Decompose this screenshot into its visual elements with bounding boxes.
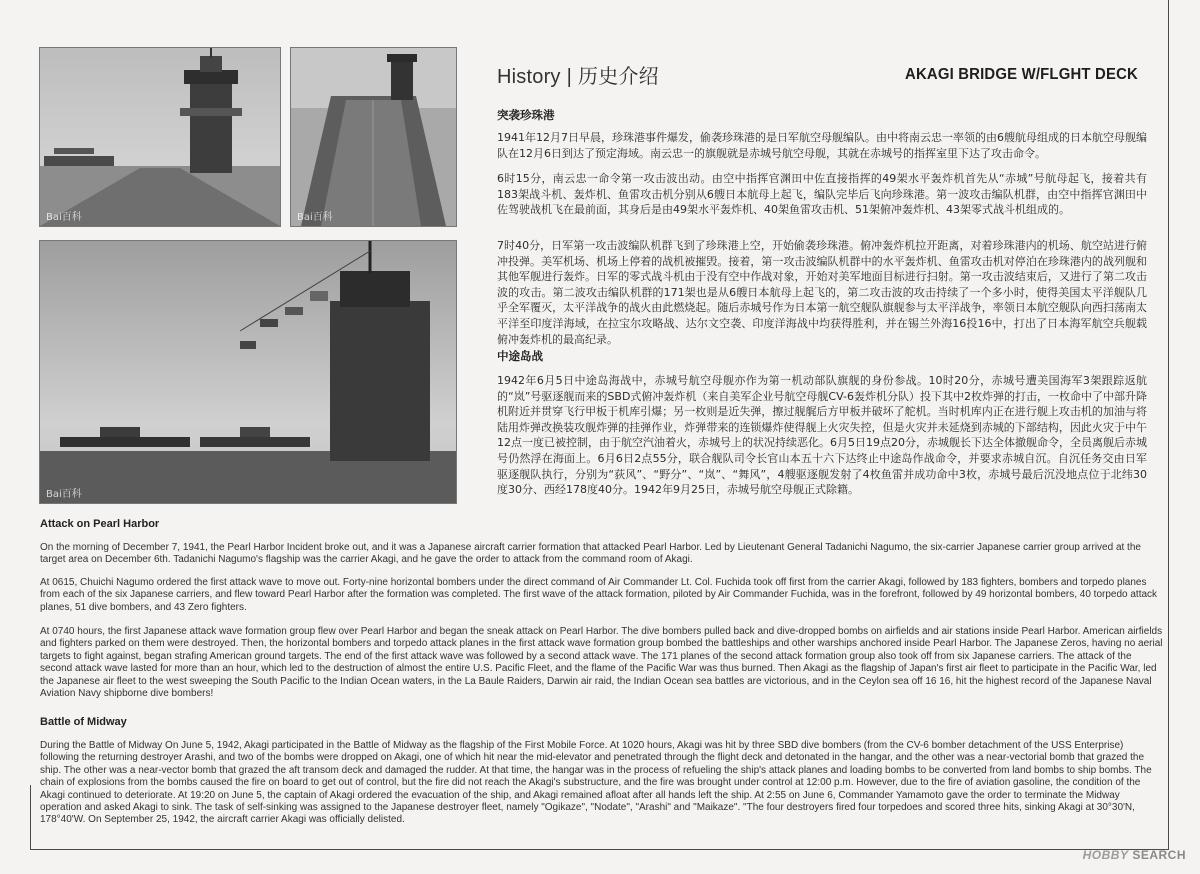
- flight-deck-image: [291, 48, 456, 226]
- photo-flight-deck: [290, 47, 457, 227]
- model-title: AKAGI BRIDGE W/FLGHT DECK: [905, 66, 1138, 83]
- zh-paragraph-3: 7时40分，日军第一攻击波编队机群飞到了珍珠港上空，开始偷袭珍珠港。俯冲轰炸机拉开距离，对着珍珠港内的机场、航空站进行俯冲投弹。美军机场、机场上停着的战机被摧毁。接着，第一攻击波编队机群中的水平轰炸机、鱼雷攻击机对停泊在珍珠港内的战列舰和其他军舰进行轰炸。日军的零式战斗机由于没有空中作战对象，开始对美军地面目标进行扫射。第一攻击波结束后，又进行了第二攻击波的攻击。第二波攻击编队机群的171架也是从6艘日本航母上起飞的，第二攻击波的攻击持续了一个多小时，使得美国太平洋舰队几乎全军覆灭，太平洋战争的战火由此燃烧起。随后赤城号作为日本第一航空舰队旗舰参与太平洋战争，率领日本航空舰队向西扫荡南太平洋至印度洋海域，在拉宝尔攻略战、达尔文空袭、印度洋海战中均获得胜利，并在锡兰外海16投16中，打出了日本海军航空兵舰载俯冲轰炸机的最高纪录。: [497, 239, 1147, 346]
- en-paragraph-1: On the morning of December 7, 1941, the Pearl Harbor Incident broke out, and it was a Japanese aircraft carrier formation that attacked Pearl Harbor. Led by Lieutenant General Tadanichi Nagumo, the six-carrier Japanese carrier group arrived at the target area on December 6th. Tadanichi Nagumo's flagship was the carrier Akagi, and he gave the order to attack from the command room of Akagi.: [40, 542, 1141, 566]
- zh-pearl-harbor-heading: 突袭珍珠港: [497, 108, 555, 122]
- en-pearl-harbor-heading: Attack on Pearl Harbor: [40, 518, 160, 530]
- hobbysearch-text: SEARCH: [1132, 848, 1186, 862]
- photo-deck-flags: [39, 240, 457, 504]
- frame-right: [1168, 16, 1169, 849]
- history-heading-zh: 历史介绍: [578, 66, 659, 88]
- frame-bottom: [30, 849, 1169, 850]
- en-paragraph-3: At 0740 hours, the first Japanese attack wave formation group flew over Pearl Harbor and began the sneak attack on Pearl Harbor. The dive bombers pulled back and dive-dropped bombs on airfields and air stations inside Pearl Harbor. American airfields and fighters parked on them were destroyed. Then, the horizontal bombers and torpedo attack planes in the first attack wave formation group bombed the battleships and other warships anchored inside Pearl Harbor. The Japanese Zeros, having no aerial targets to fight against, began strafing American ground targets. The end of the first attack wave was followed by a second attack wave. The 171 planes of the second attack formation group also took off from six Japanese carriers. The attack of the second attack wave lasted for more than an hour, which led to the destruction of almost the entire U.S. Pacific Fleet, and the flame of the Pacific War was thus burned. Then Akagi as the flagship of Japan's first air fleet to participate in the Pacific War, led the Japanese air fleet to the west sweeping the South Pacific to the Indian Ocean waters, in the La Baule Raiders, Darwin air raid, the Indian Ocean sea battles are victorious, and in the Ceylon sea off 16 16, hit the highest record of the Japanese Naval Aviation Navy shipborne dive bombers!: [40, 626, 1163, 700]
- zh-midway-heading: 中途岛战: [497, 349, 543, 363]
- history-heading-en: History: [497, 66, 561, 88]
- hobbysearch-logo: HOBBY: [1082, 848, 1129, 862]
- zh-paragraph-4: 1942年6月5日中途岛海战中，赤城号航空母舰亦作为第一机动部队旗舰的身份参战。10时20分，赤城号遭美国海军3架跟踪返航的“岚”号驱逐舰而来的SBD式俯冲轰炸机（来自美军企业号航空母舰CV-6轰炸机分队）投下其中2枚炸弹的打击，一枚命中了中部升降机附近并贯穿飞行甲板于机库引爆；另一枚则是近失弹，擦过舰艉后方甲板并破坏了舵机。当时机库内正在进行舰上攻击机的加油与将陆用炸弹改换装攻舰炸弹的挂弹作业，炸弹带来的连锁爆炸使得舰上火灾失控，但是火灾并未延烧到赤城的下部结构，因此火灾于中午12点一度已被控制，由于航空汽油着火，赤城号上的状况持续恶化。6月5日19点20分，赤城舰长下达全体撤舰命令，全员离舰后赤城号仍然浮在海面上。6月6日2点55分，联合舰队司令长官山本五十六下达终止中途岛作战命令，并要求赤城自沉。自沉任务交由日军驱逐舰队执行，分别为“荻风”、“野分”、“岚”、“舞风”，4艘驱逐舰发射了4枚鱼雷并成功命中3枚，赤城号最后沉没地点位于北纬30度30分、西经178度40分。1942年9月25日，赤城号航空母舰正式除籍。: [497, 374, 1147, 497]
- hobbysearch-watermark: [1083, 848, 1186, 862]
- en-paragraph-2: At 0615, Chuichi Nagumo ordered the first attack wave to move out. Forty-nine horizontal bombers under the direct command of Air Commander Lt. Col. Fuchida took off first from the carrier Akagi, followed by 183 fighters, bombers and torpedo planes from each of the six Japanese carriers, and flew toward Pearl Harbor after the formation was completed. The first wave of the attack formation, piloted by Air Commander Fuchida, was in the forefront, followed by 49 horizontal bombers, 40 torpedo attack planes, 51 dive bombers, and 43 Zero fighters.: [40, 577, 1158, 613]
- photo-watermark: Bai百科: [297, 212, 333, 223]
- zh-paragraph-1: 1941年12月7日早晨，珍珠港事件爆发，偷袭珍珠港的是日军航空母舰编队。由中将南云忠一率领的由6艘航母组成的日本航空母舰编队在12月6日到达了预定海域。南云忠一的旗舰就是赤城号航空母舰，其就在赤城号的指挥室里下达了攻击命令。: [497, 131, 1147, 160]
- island-bridge-image: [40, 48, 280, 226]
- en-midway-heading: Battle of Midway: [40, 716, 127, 728]
- en-paragraph-4: During the Battle of Midway On June 5, 1942, Akagi participated in the Battle of Midway as the flagship of the First Mobile Force. At 1020 hours, Akagi was hit by three SBD dive bombers (from the CV-6 bomber detachment of the USS Enterprise) following the returning destroyer Arashi, and two of the bombs were dropped on Akagi, one of which hit near the mid-elevator and penetrated through the flight deck and detonated in the hangar, and the other was a near-vectorial bomb that grazed the ship. The other was a near-vector bomb that grazed the aft transom deck and damaged the rudder. At that time, the hangar was in the process of refueling the ship's attack planes and loading bombs to be converted from land bombs to ship bombs. The chain of explosions from the bombs caused the fire on board to get out of control, but the fire did not reach the Akagi's substructure, and the fire was brought under control at 12:00 p.m. However, due to the fire of aviation gasoline, the condition of the Akagi continued to deteriorate. At 19:20 on June 5, the captain of Akagi ordered the evacuation of the ship, and Akagi remained afloat after all hands left the ship. At 2:55 on June 6, Commander Yamamoto gave the order to terminate the Midway operation and asked Akagi to sink. The task of self-sinking was assigned to the Japanese destroyer fleet, namely "Ogikaze", "Nodate", "Arashi" and "Maikaze". "The four destroyers fired four torpedoes and scored three hits, sinking Akagi at 30°30'N, 178°40'W. On September 25, 1942, the aircraft carrier Akagi was officially delisted.: [40, 740, 1152, 826]
- history-heading-separator: |: [566, 66, 573, 88]
- photo-watermark: Bai百科: [46, 489, 82, 500]
- photo-island-bridge: [39, 47, 281, 227]
- frame-left: [30, 785, 31, 850]
- zh-paragraph-2: 6时15分，南云忠一命令第一攻击波出动。由空中指挥官渊田中佐直接指挥的49架水平轰炸机首先从“赤城”号航母起飞，接着共有183架战斗机、轰炸机、鱼雷攻击机分别从6艘日本航母上起飞，编队完毕后飞向珍珠港。第一波攻击编队机群，由空中指挥官渊田中佐驾驶战机飞在最前面，其身后是由49架水平轰炸机、40架鱼雷攻击机、51架俯冲轰炸机、43架零式战斗机组成的。: [497, 172, 1147, 217]
- history-heading: [497, 60, 659, 89]
- photo-watermark: Bai百科: [46, 212, 82, 223]
- frame-top-right: [1168, 0, 1169, 16]
- deck-flags-image: [40, 241, 456, 503]
